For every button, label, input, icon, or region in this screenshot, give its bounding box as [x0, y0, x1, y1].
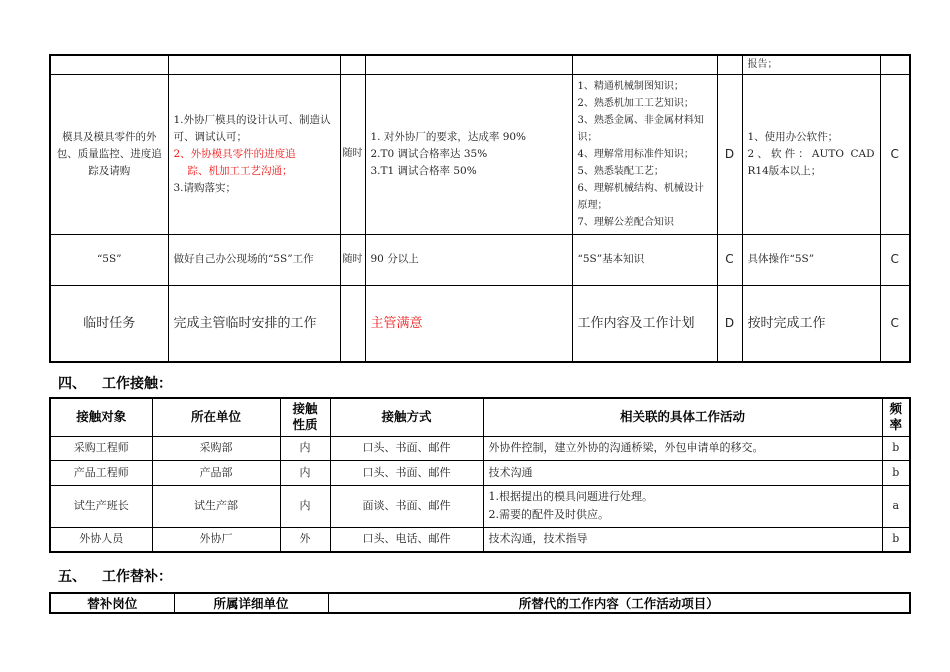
column-header: 所属详细单位	[174, 593, 328, 613]
contact-nature: 外	[280, 527, 330, 552]
knowledge-item: 4、理解常用标准件知识；	[577, 148, 694, 160]
column-header: 接触对象	[50, 398, 152, 436]
knowledge: 工作内容及工作计划	[572, 285, 717, 362]
contact-frequency: a	[882, 485, 910, 527]
skill-level: C	[880, 74, 910, 234]
task-cell	[168, 55, 340, 74]
column-header: 频率	[882, 398, 910, 436]
frequency	[340, 285, 365, 362]
knowledge-item: 2、熟悉机加工工艺知识；	[577, 97, 694, 109]
standard-cell	[365, 55, 572, 74]
column-header: 所替代的工作内容（工作活动项目）	[328, 593, 910, 613]
standard-list	[365, 74, 572, 234]
duty-name: 模具及模具零件的外包、质量监控、进度追踪及请购	[50, 74, 168, 234]
contact-header-row	[50, 398, 910, 436]
section-title: 工作替补：	[102, 569, 172, 585]
column-header: 替补岗位	[50, 593, 174, 613]
standard-item: 3.T1 调试合格率 50%	[370, 164, 477, 177]
duty-row-carryover	[50, 55, 910, 74]
contact-activity: 技术沟通，技术指导	[483, 527, 882, 552]
knowledge: “5S”基本知识	[572, 234, 717, 285]
contact-method: 面谈、书面、邮件	[330, 485, 483, 527]
column-header: 接触性质	[280, 398, 330, 436]
contact-target: 采购工程师	[50, 436, 152, 460]
knowledge-level: C	[717, 234, 742, 285]
contact-unit: 产品部	[152, 460, 280, 485]
skill-cell: 报告；	[742, 55, 880, 74]
substitute-header-row	[50, 593, 910, 613]
task-item-highlighted	[174, 146, 335, 180]
standard-item: 2.T0 调试合格率达 35%	[370, 147, 488, 160]
knowledge-level: D	[717, 285, 742, 362]
contact-target: 试生产班长	[50, 485, 152, 527]
task-item: 3.请购落实；	[173, 181, 237, 194]
contact-frequency: b	[882, 460, 910, 485]
skill: 按时完成工作	[742, 285, 880, 362]
task-list	[168, 74, 340, 234]
duty-table	[49, 54, 911, 363]
skill-item: 2、软件：AUTO CAD R14版本以上；	[747, 147, 875, 177]
skill-level-cell	[880, 55, 910, 74]
table-row	[50, 527, 910, 552]
contact-activity	[483, 485, 882, 527]
contact-nature: 内	[280, 460, 330, 485]
contact-target: 外协人员	[50, 527, 152, 552]
column-header: 相关联的具体工作活动	[483, 398, 882, 436]
contact-unit: 采购部	[152, 436, 280, 460]
section-number: 四、	[58, 376, 86, 392]
contact-activity: 外协件控制，建立外协的沟通桥梁，外包申请单的移交。	[483, 436, 882, 460]
knowledge-list	[572, 74, 717, 234]
skill: 具体操作“5S”	[742, 234, 880, 285]
section-heading-substitutes	[58, 566, 172, 586]
knowledge-item: 1、精通机械制图知识；	[577, 80, 684, 92]
contact-frequency: b	[882, 527, 910, 552]
duty-row-mold-outsourcing	[50, 74, 910, 234]
section-number: 五、	[58, 569, 86, 585]
substitute-table	[49, 592, 911, 614]
contact-method: 口头、电话、邮件	[330, 527, 483, 552]
contact-target: 产品工程师	[50, 460, 152, 485]
skill-list	[742, 74, 880, 234]
table-row	[50, 436, 910, 460]
contact-unit: 试生产部	[152, 485, 280, 527]
task-item-line: 2、外协模具零件的进度追	[173, 147, 296, 160]
skill-level: C	[880, 234, 910, 285]
contact-method: 口头、书面、邮件	[330, 460, 483, 485]
section-title: 工作接触：	[102, 376, 172, 392]
knowledge-item: 6、理解机械结构、机械设计原理；	[577, 182, 704, 211]
contact-table	[49, 397, 911, 553]
knowledge-item: 3、熟悉金属、非金属材料知识；	[577, 114, 704, 143]
section-heading-contacts	[58, 373, 172, 393]
duty-name: 临时任务	[50, 285, 168, 362]
duty-cell	[50, 55, 168, 74]
frequency: 随时	[340, 74, 365, 234]
contact-unit: 外协厂	[152, 527, 280, 552]
contact-activity: 技术沟通	[483, 460, 882, 485]
contact-frequency: b	[882, 436, 910, 460]
frequency: 随时	[340, 234, 365, 285]
knowledge-cell	[572, 55, 717, 74]
skill-item: 1、使用办公软件；	[747, 130, 839, 143]
knowledge-level: D	[717, 74, 742, 234]
duty-name: “5S”	[50, 234, 168, 285]
knowledge-item: 7、理解公差配合知识	[577, 216, 674, 228]
activity-line: 2.需要的配件及时供应。	[488, 508, 609, 521]
standard: 主管满意	[365, 285, 572, 362]
column-header: 接触方式	[330, 398, 483, 436]
task: 完成主管临时安排的工作	[168, 285, 340, 362]
frequency-cell	[340, 55, 365, 74]
knowledge-item: 5、熟悉装配工艺；	[577, 165, 664, 177]
task-item: 1.外协厂模具的设计认可、制造认可、调试认可；	[173, 113, 331, 143]
duty-row-temporary	[50, 285, 910, 362]
standard: 90 分以上	[365, 234, 572, 285]
task-item-line: 踪、机加工工艺沟通；	[187, 164, 293, 177]
standard-item: 1. 对外协厂的要求，达成率 90%	[370, 130, 527, 143]
knowledge-level-cell	[717, 55, 742, 74]
contact-nature: 内	[280, 485, 330, 527]
task: 做好自己办公现场的“5S”工作	[168, 234, 340, 285]
column-header: 所在单位	[152, 398, 280, 436]
duty-row-5s	[50, 234, 910, 285]
skill-level: C	[880, 285, 910, 362]
activity-line: 1.根据提出的模具问题进行处理。	[488, 490, 653, 503]
contact-method: 口头、书面、邮件	[330, 436, 483, 460]
table-row	[50, 460, 910, 485]
contact-nature: 内	[280, 436, 330, 460]
table-row	[50, 485, 910, 527]
